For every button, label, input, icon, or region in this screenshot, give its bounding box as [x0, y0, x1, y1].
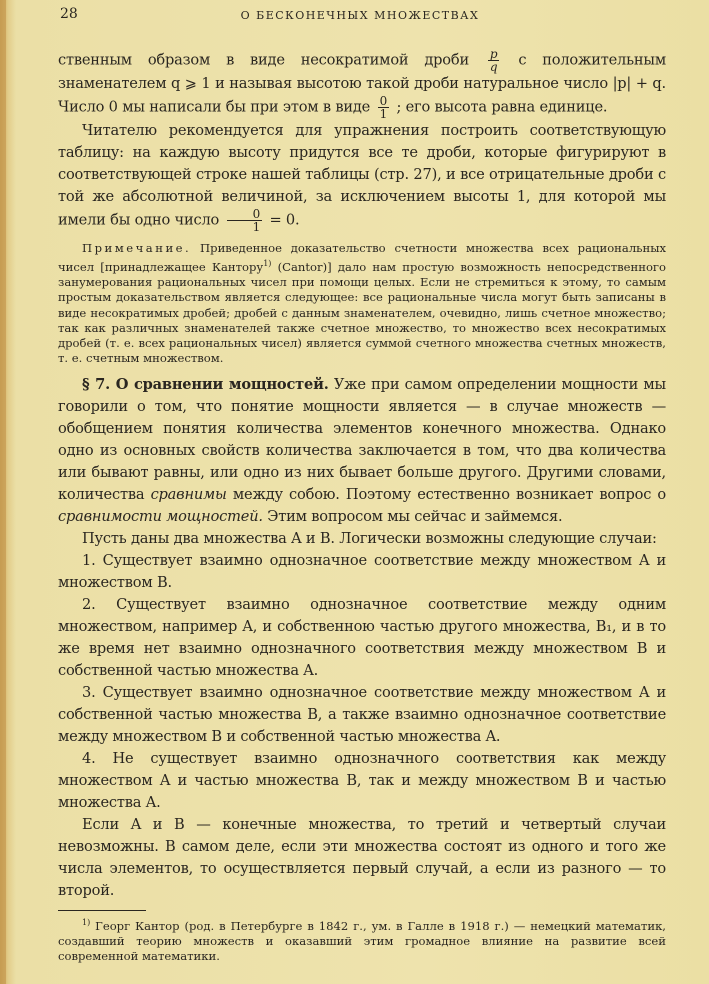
case-4: 4. Не существует взаимно однозначного соответствия как между множеством A и частью множества B, так и между множеством B и частью множества A. [58, 750, 666, 812]
text: (Cantor)] дало нам простую возможность непосредственного занумерования рациональных чисел при помощи целых. Если не стремиться к этому, то самым простым доказательством является следующее: все рациональные числа могут быть записаны в виде несократимых дробей; дробей с данным знаменателем, очевидно, лишь счетное множество; так как различных знаменателей также счетное множество, то множество всех несократимых дробей (т. е. всех рациональных чисел) является суммой счетного множества счетных множеств, т. е. счетным множеством. [58, 260, 666, 366]
cases-intro: Пусть даны два множества A и B. Логически возможны следующие случаи: [82, 530, 657, 548]
paragraph-finite-sets: Если A и B — конечные множества, то третий и четвертый случаи невозможны. В самом деле, если эти множества состоят из одного и того же числа элементов, то осуществляется первый случай, а если из разного — то второй. [58, 816, 666, 900]
text: Уже при самом определении мощности мы говорили о том, что понятие мощности является — в случае множеств — обобщением понятия количества элементов конечного множества. Однако одно из основных свойств количества заключается в том, что два количества или бывают равны, или одно из них бывает больше другого. Другими словами, количества [58, 376, 666, 504]
text: Этим вопросом мы сейчас и займемся. [267, 508, 563, 526]
text: Читателю рекомендуется для упражнения построить соответствующую таблицу: на каждую высоту придутся все те дроби, которые фигурируют в соответствующей строке нашей таблицы (стр. 27), и все отрицательные дроби с той же абсолютной величиной, за исключением высоты 1, для которой мы имели бы одно число [58, 122, 666, 229]
text: ственным образом в виде несократимой дроби [58, 51, 469, 69]
footnote [58, 915, 666, 964]
section-heading: § 7. О сравнении мощностей. [82, 376, 329, 394]
footnote-marker: 1) [82, 918, 91, 928]
footnote-text: Георг Кантор (род. в Петербурге в 1842 г., ум. в Галле в 1918 г.) — немецкий математик, создавший теорию множеств и оказавший этим громадное влияние на развитие всей современной математики. [58, 919, 666, 964]
remark-label: Примечание. [82, 241, 192, 255]
page-header [60, 6, 660, 30]
footnote-reference[interactable]: 1) [263, 259, 272, 269]
paragraph-continuation [58, 48, 666, 120]
running-title: О БЕСКОНЕЧНЫХ МНОЖЕСТВАХ [240, 9, 480, 22]
section-7-paragraph [58, 374, 666, 528]
remark-paragraph [58, 241, 666, 366]
page-spine-edge [0, 0, 6, 984]
text: с положительным знаменателем q ⩾ 1 и называя высотою такой дроби натуральное число |p| + q. Число 0 мы написали бы при этом в виде [58, 51, 666, 116]
fraction-p-over-q: $\frac{p}{q}$ [489, 47, 498, 74]
fraction-zero-over-one: $\frac{0}{1}$ [379, 94, 388, 121]
fraction-zero-over-one: $\frac{0}{1}$ [227, 208, 262, 233]
text: ; его высота равна единице. [396, 98, 608, 116]
italic-term: сравнимости мощностей. [58, 508, 263, 526]
text: = 0. [269, 211, 300, 229]
paragraph-exercise [58, 120, 666, 233]
text: между собою. Поэтому естественно возникает вопрос о [232, 486, 666, 504]
case-1: 1. Существует взаимно однозначное соответствие между множеством A и множеством B. [58, 552, 666, 592]
case-2: 2. Существует взаимно однозначное соответствие между одним множеством, например A, и собственною частью другого множества, B₁, и в то же время нет взаимно однозначного соответствия между множеством B и собственной частью множества A. [58, 596, 666, 680]
footnote-divider [58, 910, 146, 911]
page-body [58, 48, 666, 964]
page-number: 28 [60, 6, 78, 22]
text: Приведенное доказательство счетности множества всех рациональных чисел [принадлежащее Кантору [58, 241, 666, 275]
italic-term: сравнимы [150, 486, 227, 504]
case-3: 3. Существует взаимно однозначное соответствие между множеством A и собственной частью множества B, а также взаимно однозначное соответствие между множеством B и собственной частью множества A. [58, 684, 666, 746]
